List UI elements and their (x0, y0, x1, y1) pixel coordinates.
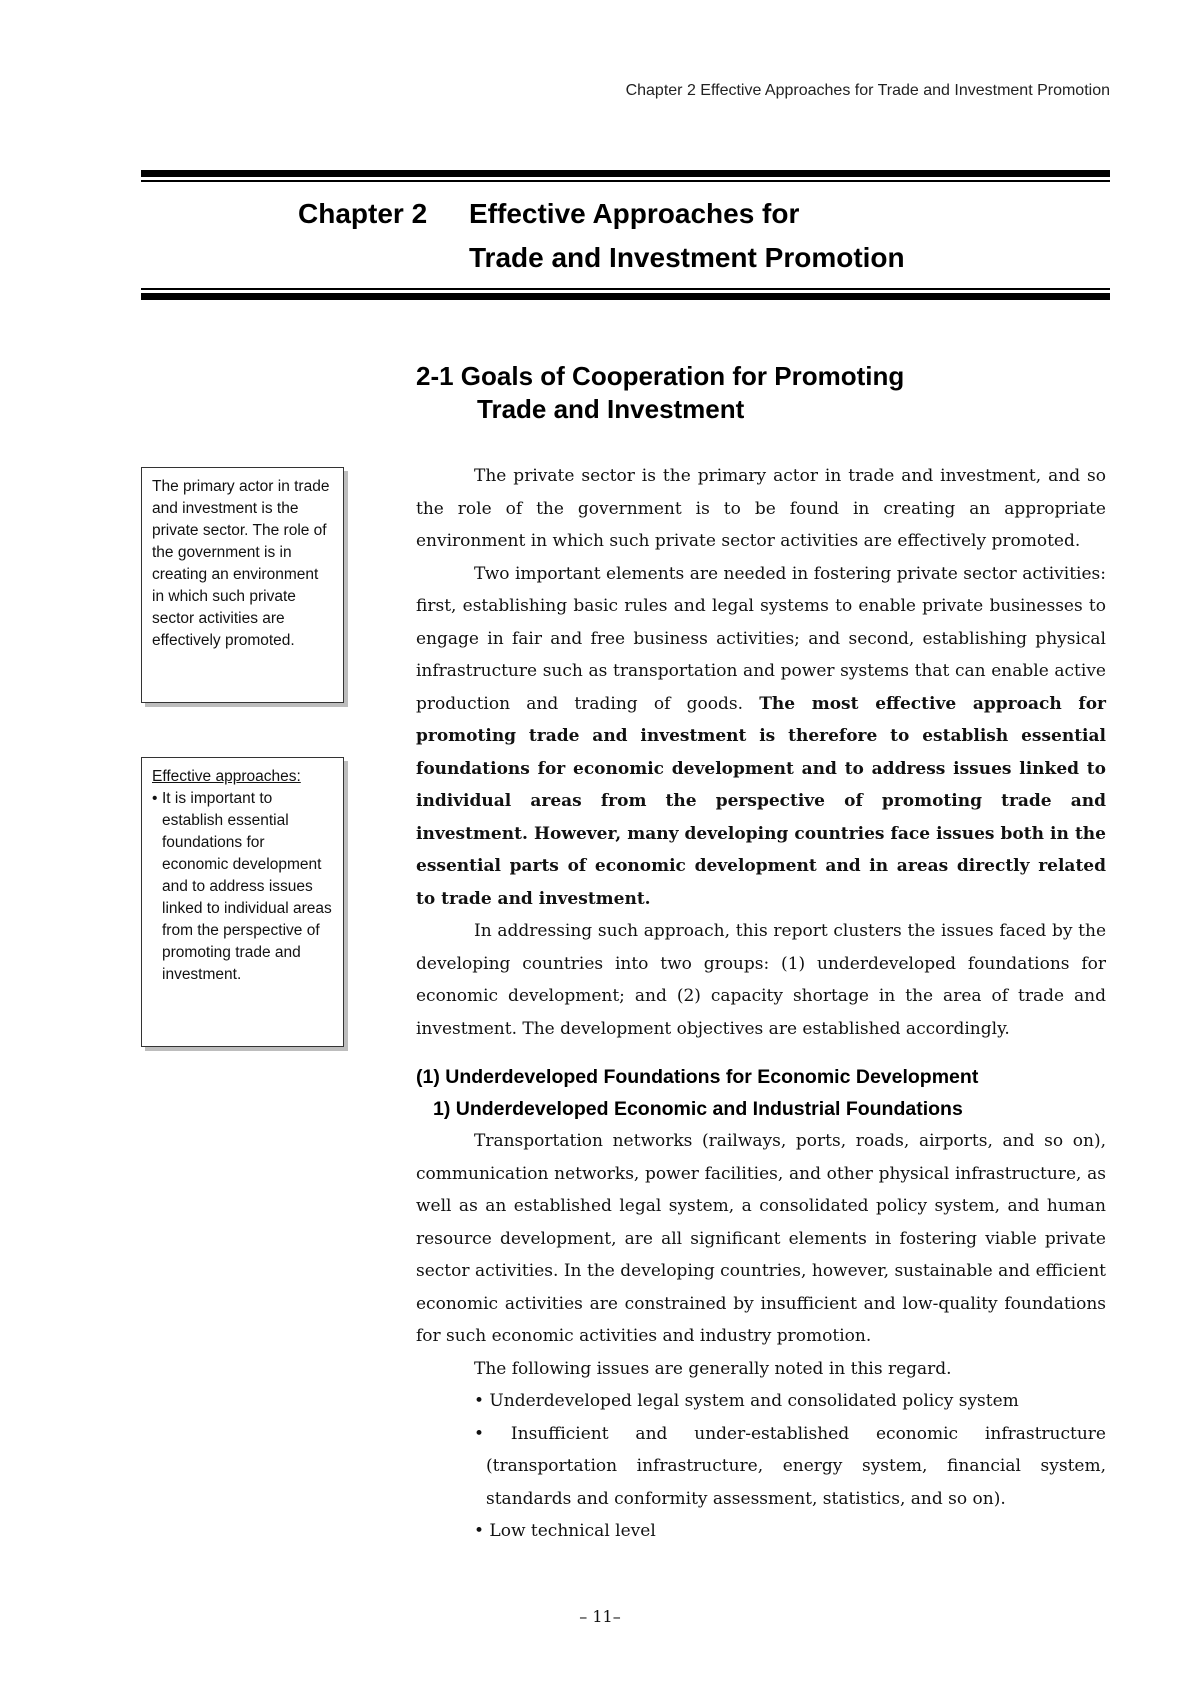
top-rule-thick (141, 170, 1110, 177)
paragraph-2-normal: Two important elements are needed in fostering private sector activities: first, establishing basic rules and legal systems to enable private businesses to engage in fair and free business activities; and second, establishing physical infrastructure such as transportation and power systems that can enable active production and trading of goods. (416, 563, 1106, 714)
section-title (416, 360, 904, 426)
subheading-1: (1) Underdeveloped Foundations for Economic Development (416, 1066, 979, 1088)
bullet-icon: • (152, 790, 158, 807)
chapter-number: Chapter 2 (298, 198, 428, 229)
effective-approaches-box (141, 757, 344, 1047)
paragraph-5: The following issues are generally noted in this regard. (474, 1358, 952, 1379)
body-text (416, 460, 1106, 1548)
summary-box-text: The primary actor in trade and investment is the private sector. The role of the government is in creating an environment in which such private sector activities are effectively promoted. (152, 478, 330, 649)
section-title-line1: 2-1 Goals of Cooperation for Promoting (416, 361, 905, 391)
paragraph-3: In addressing such approach, this report clusters the issues faced by the developing countries into two groups: (1) underdeveloped foundations for economic development; and (2) capacity shortage in the area of trade and investment. The development objectives are established accordingly. (416, 921, 1106, 1039)
paragraph-2-bold: The most effective approach for promoting trade and investment is therefore to establish essential foundations for economic development and to address issues linked to individual areas from the perspective of promoting trade and investment. However, many developing countries face issues both in the essential parts of economic development and in areas directly related to trade and investment. (416, 693, 1107, 909)
bottom-rule-thin (141, 288, 1110, 290)
list-item: • Insufficient and under-established economic infrastructure (transportation infrastructure, energy system, financial system, standards and conformity assessment, statistics, and so on). (474, 1423, 1106, 1509)
subheading-2: 1) Underdeveloped Economic and Industrial Foundations (433, 1098, 963, 1120)
list-item: • Underdeveloped legal system and consolidated policy system (474, 1391, 1019, 1411)
running-header: Chapter 2 Effective Approaches for Trade and Investment Promotion (625, 82, 1110, 99)
effective-approaches-text: It is important to establish essential foundations for economic development and to address issues linked to individual areas from the perspective of promoting trade and investment. (162, 790, 332, 983)
paragraph-4: Transportation networks (railways, ports, roads, airports, and so on), communication networks, power facilities, and other physical infrastructure, as well as an established legal system, a consolidated policy system, and human resource development, are all significant elements in fostering viable private sector activities. In the developing countries, however, sustainable and efficient economic activities are constrained by insufficient and low-quality foundations for such economic activities and industry promotion. (416, 1131, 1106, 1346)
page-number: – 11– (579, 1607, 621, 1626)
top-rule-thin (141, 180, 1110, 182)
summary-box (141, 467, 344, 703)
list-item: • Low technical level (474, 1521, 656, 1541)
paragraph-2 (416, 558, 1106, 916)
effective-approaches-heading: Effective approaches: (152, 768, 301, 785)
bottom-rule-thick (141, 293, 1110, 300)
section-title-line2: Trade and Investment (477, 394, 745, 424)
paragraph-1: The private sector is the primary actor in trade and investment, and so the role of the government is to be found in creating an appropriate environment in which such private sector activities are effectively promoted. (416, 466, 1106, 551)
effective-approaches-bullet (152, 788, 333, 986)
chapter-title-line2: Trade and Investment Promotion (469, 242, 905, 273)
chapter-title-line1: Effective Approaches for (469, 198, 800, 229)
